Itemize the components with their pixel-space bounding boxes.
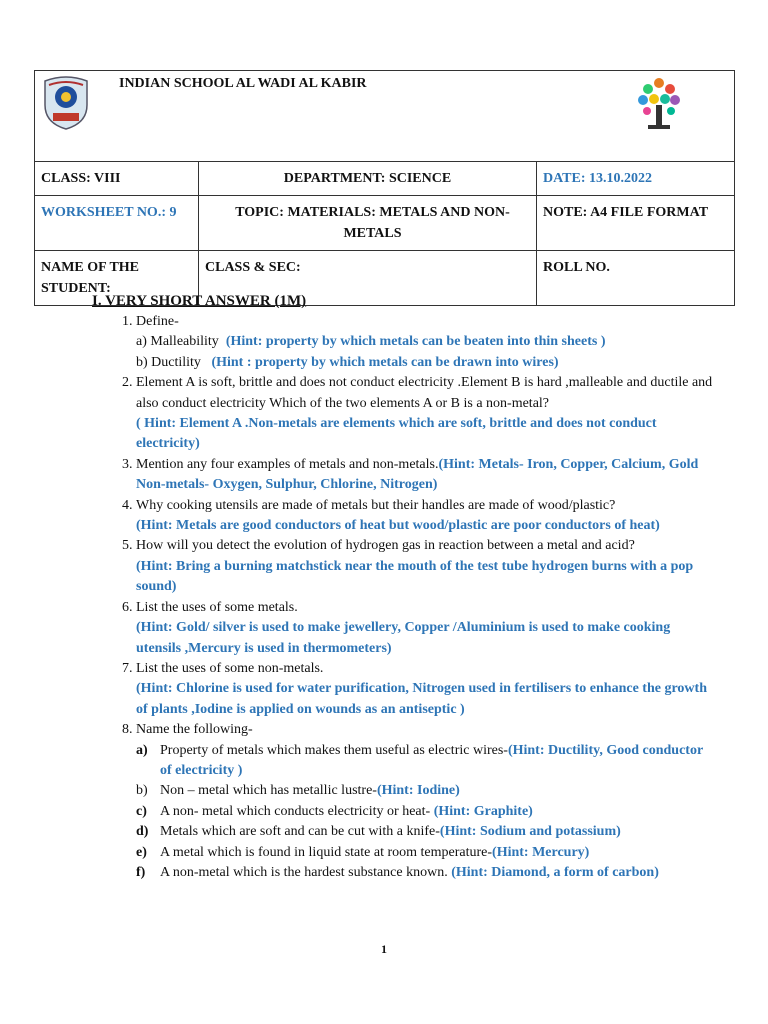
sub-question-a [136,332,716,352]
sub-question-letter: c) [136,803,147,819]
sub-question-list [136,741,716,884]
sub-question-text: a) Malleability [136,334,219,350]
school-name: INDIAN SCHOOL AL WADI AL KABIR [119,76,367,91]
school-crest-logo [41,75,91,131]
tree-logo [634,75,684,131]
page-number: 1 [381,942,387,956]
question-2 [136,373,716,455]
sub-question-b [136,353,716,373]
hint-text: (Hint: Metals are good conductors of heat but wood/plastic are poor conductors of heat) [136,518,660,534]
question-text: Why cooking utensils are made of metals but their handles are made of wood/plastic? [136,497,616,513]
sub-question-letter: a) [136,742,148,758]
date-cell: DATE: 13.10.2022 [537,162,735,196]
sub-question-b [136,781,716,801]
question-3 [136,455,716,496]
hint-text: (Hint: property by which metals can be beaten into thin sheets ) [225,334,606,350]
hint-text: (Hint: Iodine) [376,783,460,799]
sub-question-text: A metal which is found in liquid state at room temperature- [160,844,493,860]
question-text: Name the following- [136,722,253,738]
hint-text: (Hint: Graphite) [433,803,533,819]
question-1 [136,312,716,373]
question-list [104,312,716,883]
sub-question-text: Property of metals which makes them useful as electric wires- [160,742,508,758]
note-cell: NOTE: A4 FILE FORMAT [537,196,735,251]
question-8 [136,720,716,883]
class-cell: CLASS: VIII [35,162,199,196]
sub-question-text: Metals which are soft and can be cut with a knife- [160,824,440,840]
sub-question-letter: f) [136,864,146,880]
hint-text: (Hint: Bring a burning matchstick near the mouth of the test tube hydrogen burns with a pop sound) [136,558,694,595]
sub-question-text: Non – metal which has metallic lustre- [160,783,377,799]
hint-text: (Hint: Metals- Iron, Copper, Calcium, Gold Non-metals- Oxygen, Sulphur, Chlorine, Nitrogen) [136,456,699,493]
sub-question-text: A non-metal which is the hardest substance known. [160,864,452,880]
sub-question-letter: e) [136,844,147,860]
sub-question-f [136,863,716,883]
class-sec-cell: CLASS & SEC: [199,251,537,306]
sub-question-letter: d) [136,824,149,840]
sub-question-a [136,741,716,782]
question-text: Element A is soft, brittle and does not conduct electricity .Element B is hard ,malleable and ductile and also conduct electricity Which of the two elements A or B is a non-metal? [136,375,713,411]
sub-question-c [136,802,716,822]
hint-text: (Hint: Sodium and potassium) [439,824,621,840]
question-text: List the uses of some metals. [136,599,298,615]
hint-text: (Hint: Mercury) [492,844,590,860]
department-cell: DEPARTMENT: SCIENCE [199,162,537,196]
student-name-cell: NAME OF THE STUDENT: [35,251,199,306]
question-text: Define- [136,314,179,329]
sub-question-e [136,843,716,863]
question-text: How will you detect the evolution of hydrogen gas in reaction between a metal and acid? [136,538,635,554]
hint-text: (Hint: Diamond, a form of carbon) [451,864,659,880]
hint-text: (Hint: Chlorine is used for water purification, Nitrogen used in fertilisers to enhance the growth of plants ,Iodine is applied on wounds as an antiseptic ) [136,681,707,717]
hint-text: (Hint : property by which metals can be drawn into wires) [211,354,559,370]
school-header-cell [35,71,735,162]
question-6 [136,598,716,659]
sub-question-text: b) Ductility [136,354,201,370]
hint-text: (Hint: Gold/ silver is used to make jewellery, Copper /Aluminium is used to make cooking utensils ,Mercury is used in thermometers) [136,620,671,656]
sub-question-letter: b) [136,783,148,799]
question-text: List the uses of some non-metals. [136,660,324,676]
section-title: I. VERY SHORT ANSWER (1M) [92,293,307,309]
sub-question-text: A non- metal which conducts electricity or heat- [160,803,434,819]
question-5 [136,536,716,597]
question-4 [136,496,716,537]
worksheet-no-cell: WORKSHEET NO.: 9 [35,196,199,251]
roll-no-cell: ROLL NO. [537,251,735,306]
hint-text: ( Hint: Element A .Non-metals are elements which are soft, brittle and does not conduct electricity) [136,416,657,452]
header-table [34,70,735,306]
question-7 [136,659,716,720]
question-text: Mention any four examples of metals and non-metals. [136,456,439,472]
hint-text: (Hint: Ductility, Good conductor of electricity ) [160,742,703,778]
topic-cell: TOPIC: MATERIALS: METALS AND NON-METALS [199,196,537,251]
sub-question-d [136,822,716,842]
